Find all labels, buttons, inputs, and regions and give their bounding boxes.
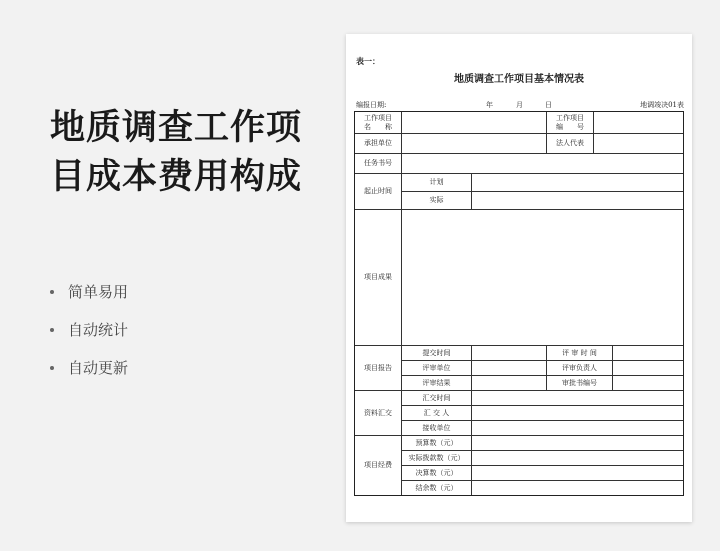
review-result-label: 评审结果 [402, 376, 472, 391]
compile-date-label: 编报日期: [356, 101, 387, 109]
feature-list [50, 281, 128, 395]
project-no-label: 工作项目 编 号 [547, 112, 594, 134]
feature-item: 自动统计 [50, 319, 128, 357]
period-label: 起止时间 [355, 174, 402, 210]
archive-label: 资料汇交 [355, 391, 402, 436]
results-label: 项目成果 [355, 210, 402, 346]
budget-label: 预算数（元） [402, 436, 472, 451]
receiver-label: 接收单位 [402, 421, 472, 436]
promo-title-line2: 目成本费用构成 [50, 157, 303, 197]
archive-person-label: 汇 交 人 [402, 406, 472, 421]
final-account-value [472, 466, 683, 481]
review-unit-label: 评审单位 [402, 361, 472, 376]
actual-value [472, 192, 683, 210]
allocated-label: 实际拨款数（元） [402, 451, 472, 466]
undertaker-label: 承担单位 [355, 134, 402, 154]
promo-title-line1: 地质调查工作项 [50, 108, 303, 148]
info-table [354, 111, 684, 496]
task-no-value [402, 154, 683, 174]
legal-rep-value [594, 134, 683, 154]
planned-label: 计划 [402, 174, 472, 192]
project-name-label: 工作项目 名 称 [355, 112, 402, 134]
review-result-value [472, 376, 547, 391]
planned-value [472, 174, 683, 192]
year-label: 年 [486, 101, 493, 109]
allocated-value [472, 451, 683, 466]
budget-value [472, 436, 683, 451]
feature-item: 自动更新 [50, 357, 128, 395]
bullet-icon [50, 328, 54, 332]
submit-time-label: 提交时间 [402, 346, 472, 361]
feature-item: 简单易用 [50, 281, 128, 319]
review-lead-label: 评审负责人 [547, 361, 613, 376]
bullet-icon [50, 290, 54, 294]
submit-time-value [472, 346, 547, 361]
funds-label: 项目经费 [355, 436, 402, 495]
promo-title [50, 104, 302, 202]
review-time-value [613, 346, 683, 361]
archive-time-label: 汇交时间 [402, 391, 472, 406]
receiver-value [472, 421, 683, 436]
actual-label: 实际 [402, 192, 472, 210]
project-name-value [402, 112, 547, 134]
document-preview [346, 34, 692, 522]
review-unit-value [472, 361, 547, 376]
document-title: 地质调查工作项目基本情况表 [454, 74, 584, 85]
final-account-label: 决算数（元） [402, 466, 472, 481]
table-label: 表一： [356, 56, 380, 66]
legal-rep-label: 法人代表 [547, 134, 594, 154]
results-value [402, 210, 683, 346]
balance-label: 结余数（元） [402, 481, 472, 495]
undertaker-value [402, 134, 547, 154]
archive-time-value [472, 391, 683, 406]
review-lead-value [613, 361, 683, 376]
day-label: 日 [545, 101, 552, 109]
approval-no-value [613, 376, 683, 391]
task-no-label: 任务书号 [355, 154, 402, 174]
bullet-icon [50, 366, 54, 370]
review-time-label: 评 审 时 间 [547, 346, 613, 361]
project-no-value [594, 112, 683, 134]
form-code: 地调竣决01表 [640, 101, 684, 109]
archive-person-value [472, 406, 683, 421]
month-label: 月 [516, 101, 523, 109]
report-label: 项目报告 [355, 346, 402, 391]
balance-value [472, 481, 683, 495]
approval-no-label: 审批书编号 [547, 376, 613, 391]
